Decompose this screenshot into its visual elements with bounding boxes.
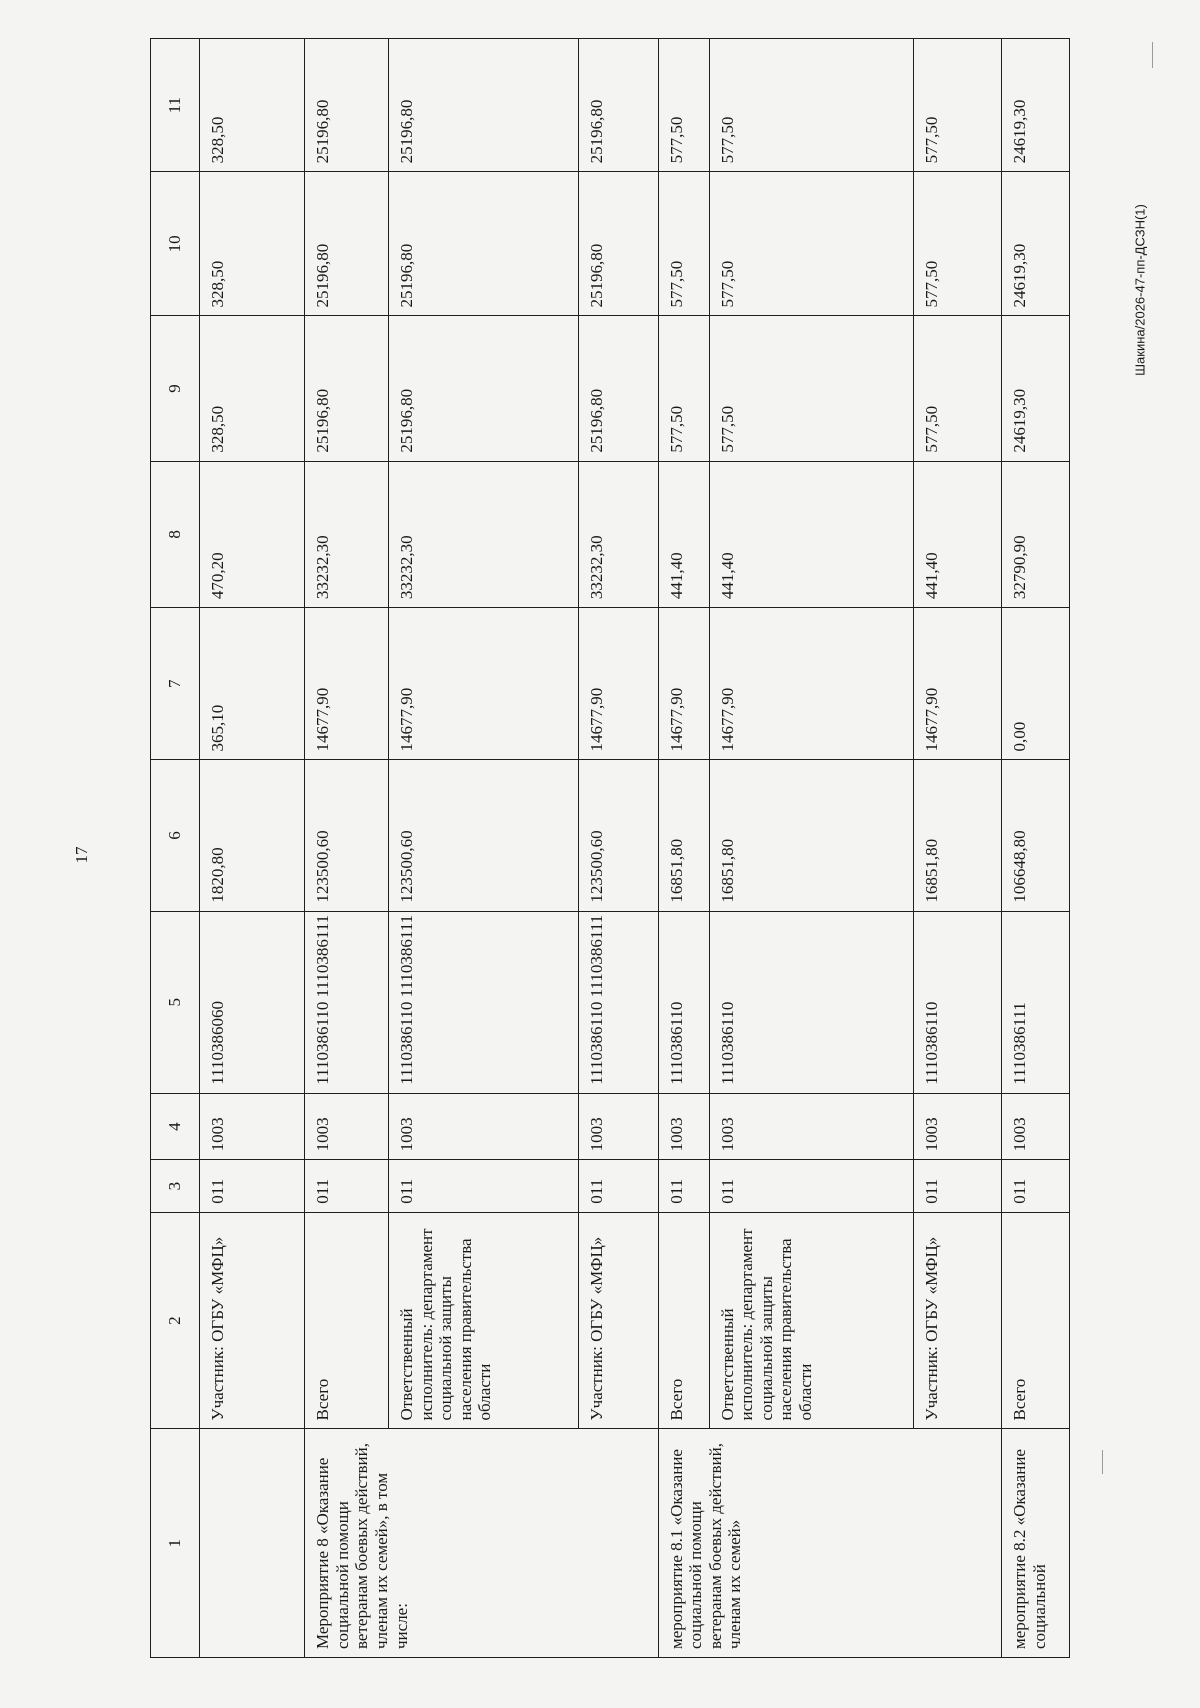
value-cell: 1820,80 [200, 760, 305, 911]
value-cell: 123500,60 [579, 760, 658, 911]
value-cell: 16851,80 [913, 760, 1001, 911]
code-cell: 011 [913, 1160, 1001, 1212]
value-cell: 577,50 [913, 172, 1001, 316]
value-cell: 328,50 [200, 39, 305, 172]
code-cell: 1110386111 [1002, 911, 1070, 1093]
value-cell: 577,50 [658, 316, 709, 461]
value-cell: 577,50 [658, 39, 709, 172]
column-header: 7 [151, 608, 200, 760]
column-header: 9 [151, 316, 200, 461]
code-cell: 1003 [200, 1093, 305, 1160]
value-cell: 365,10 [200, 608, 305, 760]
code-cell: 1110386110 1110386111 [389, 911, 579, 1093]
page-number: 17 [72, 846, 91, 864]
role-cell: Ответственный исполнитель: департамент социальной защиты населения правительства области [389, 1212, 579, 1429]
code-cell: 1003 [709, 1093, 913, 1160]
role-cell: Участник: ОГБУ «МФЦ» [913, 1212, 1001, 1429]
code-cell: 011 [658, 1160, 709, 1212]
value-cell: 14677,90 [305, 608, 389, 760]
value-cell: 577,50 [709, 172, 913, 316]
code-cell: 1003 [913, 1093, 1001, 1160]
value-cell: 577,50 [658, 172, 709, 316]
value-cell: 106648,80 [1002, 760, 1070, 911]
column-header: 4 [151, 1093, 200, 1160]
table-row [1002, 39, 1070, 1658]
code-cell: 1003 [658, 1093, 709, 1160]
column-header: 1 [151, 1429, 200, 1658]
event-cell: Мероприятие 8 «Оказание социальной помощи ветеранам боевых действий, членам их семей», в том числе: [305, 1429, 658, 1658]
code-cell: 011 [200, 1160, 305, 1212]
column-header: 3 [151, 1160, 200, 1212]
value-cell: 441,40 [658, 461, 709, 607]
table-row [709, 39, 913, 1658]
value-cell: 33232,30 [579, 461, 658, 607]
value-cell: 25196,80 [389, 172, 579, 316]
value-cell: 123500,60 [389, 760, 579, 911]
code-cell: 1003 [579, 1093, 658, 1160]
value-cell: 24619,30 [1002, 316, 1070, 461]
value-cell: 25196,80 [579, 316, 658, 461]
table-row [389, 39, 579, 1658]
code-cell: 1003 [305, 1093, 389, 1160]
table-row [579, 39, 658, 1658]
margin-mark [1102, 1450, 1103, 1474]
code-cell: 1110386110 1110386111 [579, 911, 658, 1093]
code-cell: 1110386110 1110386111 [305, 911, 389, 1093]
value-cell: 25196,80 [305, 39, 389, 172]
value-cell: 470,20 [200, 461, 305, 607]
value-cell: 25196,80 [389, 39, 579, 172]
role-cell: Всего [1002, 1212, 1070, 1429]
value-cell: 0,00 [1002, 608, 1070, 760]
role-cell: Всего [658, 1212, 709, 1429]
event-cell [200, 1429, 305, 1658]
value-cell: 33232,30 [389, 461, 579, 607]
value-cell: 32790,90 [1002, 461, 1070, 607]
document-code: Шакина/2026-47-пп-ДСЗН(1) [1132, 204, 1148, 376]
column-header: 5 [151, 911, 200, 1093]
code-cell: 1003 [389, 1093, 579, 1160]
value-cell: 14677,90 [579, 608, 658, 760]
value-cell: 25196,80 [579, 172, 658, 316]
value-cell: 328,50 [200, 316, 305, 461]
table-row [200, 39, 305, 1658]
code-cell: 1110386110 [658, 911, 709, 1093]
value-cell: 328,50 [200, 172, 305, 316]
value-cell: 33232,30 [305, 461, 389, 607]
value-cell: 25196,80 [389, 316, 579, 461]
value-cell: 16851,80 [658, 760, 709, 911]
value-cell: 14677,90 [709, 608, 913, 760]
code-cell: 1110386110 [913, 911, 1001, 1093]
code-cell: 011 [709, 1160, 913, 1212]
value-cell: 123500,60 [305, 760, 389, 911]
event-cell: мероприятие 8.2 «Оказание социальной [1002, 1429, 1070, 1658]
column-header: 8 [151, 461, 200, 607]
value-cell: 25196,80 [579, 39, 658, 172]
column-header: 11 [151, 39, 200, 172]
event-cell: мероприятие 8.1 «Оказание социальной помощи ветеранам боевых действий, членам их семей» [658, 1429, 1001, 1658]
table-row [305, 39, 389, 1658]
value-cell: 25196,80 [305, 316, 389, 461]
code-cell: 1003 [1002, 1093, 1070, 1160]
role-cell: Всего [305, 1212, 389, 1429]
budget-table [150, 38, 1070, 1658]
value-cell: 441,40 [709, 461, 913, 607]
header-row [151, 39, 200, 1658]
value-cell: 577,50 [709, 39, 913, 172]
value-cell: 577,50 [913, 39, 1001, 172]
value-cell: 14677,90 [913, 608, 1001, 760]
code-cell: 011 [305, 1160, 389, 1212]
code-cell: 1110386110 [709, 911, 913, 1093]
value-cell: 577,50 [913, 316, 1001, 461]
table-row [658, 39, 709, 1658]
code-cell: 1110386060 [200, 911, 305, 1093]
value-cell: 441,40 [913, 461, 1001, 607]
column-header: 6 [151, 760, 200, 911]
value-cell: 14677,90 [389, 608, 579, 760]
role-cell: Участник: ОГБУ «МФЦ» [579, 1212, 658, 1429]
column-header: 10 [151, 172, 200, 316]
role-cell: Ответственный исполнитель: департамент социальной защиты населения правительства области [709, 1212, 913, 1429]
value-cell: 577,50 [709, 316, 913, 461]
code-cell: 011 [579, 1160, 658, 1212]
value-cell: 14677,90 [658, 608, 709, 760]
column-header: 2 [151, 1212, 200, 1429]
table-row [913, 39, 1001, 1658]
role-cell: Участник: ОГБУ «МФЦ» [200, 1212, 305, 1429]
margin-mark [1152, 42, 1153, 68]
value-cell: 24619,30 [1002, 39, 1070, 172]
value-cell: 16851,80 [709, 760, 913, 911]
value-cell: 25196,80 [305, 172, 389, 316]
table-container [150, 38, 1070, 1658]
value-cell: 24619,30 [1002, 172, 1070, 316]
code-cell: 011 [1002, 1160, 1070, 1212]
code-cell: 011 [389, 1160, 579, 1212]
